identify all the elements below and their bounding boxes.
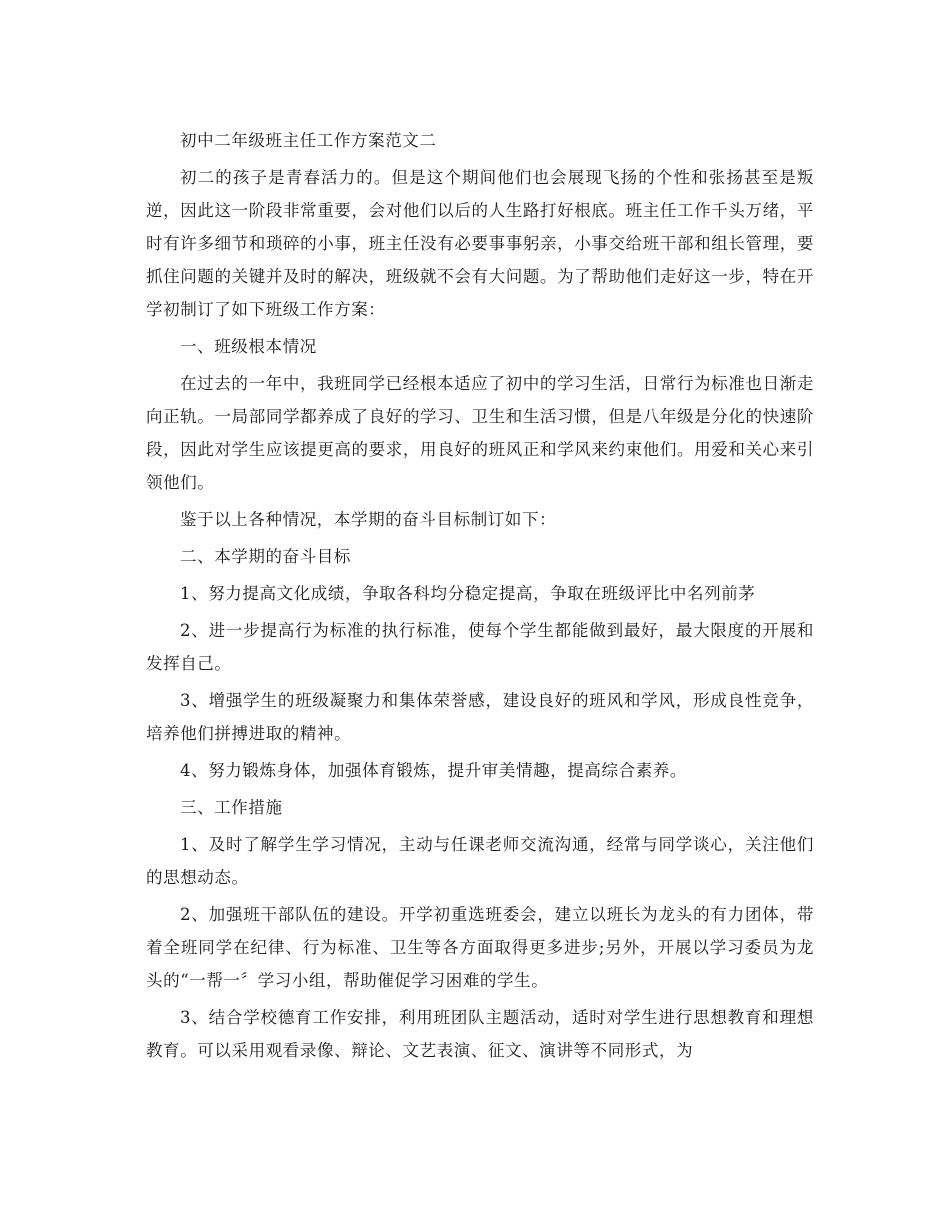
section-heading-1: 一、班级根本情况 [180, 337, 317, 356]
measure-item-3: 3、结合学校德育工作安排，利用班团队主题活动，适时对学生进行思想教育和理想教育。可以采用观看录像、辩论、文艺表演、征文、演讲等不同形式，为 [146, 1008, 814, 1060]
class-situation-paragraph: 在过去的一年中，我班同学已经根本适应了初中的学习生活，日常行为标准也日渐走向正轨。一局部同学都养成了良好的学习、卫生和生活习惯，但是八年级是分化的快速阶段，因此对学生应该提更高的要求，用良好的班风正和学风来约束他们。用爱和关心来引领他们。 [146, 374, 814, 492]
section-heading-3: 三、工作措施 [180, 798, 283, 817]
goal-item-3: 3、增强学生的班级凝聚力和集体荣誉感，建设良好的班风和学风，形成良性竞争，培养他们拼搏进取的精神。 [146, 691, 814, 743]
goal-item-2: 2、进一步提高行为标准的执行标准，使每个学生都能做到最好，最大限度的开展和发挥自己。 [146, 621, 814, 673]
measure-item-1: 1、及时了解学生学习情况，主动与任课老师交流沟通，经常与同学谈心，关注他们的思想动态。 [146, 835, 814, 887]
section-heading-2: 二、本学期的奋斗目标 [180, 547, 351, 566]
document-title: 初中二年级班主任工作方案范文二 [180, 131, 437, 150]
goal-item-4: 4、努力锻炼身体，加强体育锻炼，提升审美情趣，提高综合素养。 [180, 761, 687, 780]
goal-item-1: 1、努力提高文化成绩，争取各科均分稳定提高，争取在班级评比中名列前茅 [180, 584, 756, 603]
measure-item-2: 2、加强班干部队伍的建设。开学初重选班委会，建立以班长为龙头的有力团体，带着全班同学在纪律、行为标准、卫生等各方面取得更多进步;另外，开展以学习委员为龙头的“一帮一〞学习小组，帮助催促学习困难的学生。 [146, 905, 814, 990]
document-body [146, 124, 814, 1071]
goals-lead-paragraph: 鉴于以上各种情况，本学期的奋斗目标制订如下： [180, 510, 557, 529]
intro-paragraph: 初二的孩子是青春活力的。但是这个期间他们也会展现飞扬的个性和张扬甚至是叛逆，因此这一阶段非常重要，会对他们以后的人生路打好根底。班主任工作千头万绪，平时有许多细节和琐碎的小事，班主任没有必要事事躬亲，小事交给班干部和组长管理，要抓住问题的关键并及时的解决，班级就不会有大问题。为了帮助他们走好这一步，特在开学初制订了如下班级工作方案： [146, 168, 814, 319]
